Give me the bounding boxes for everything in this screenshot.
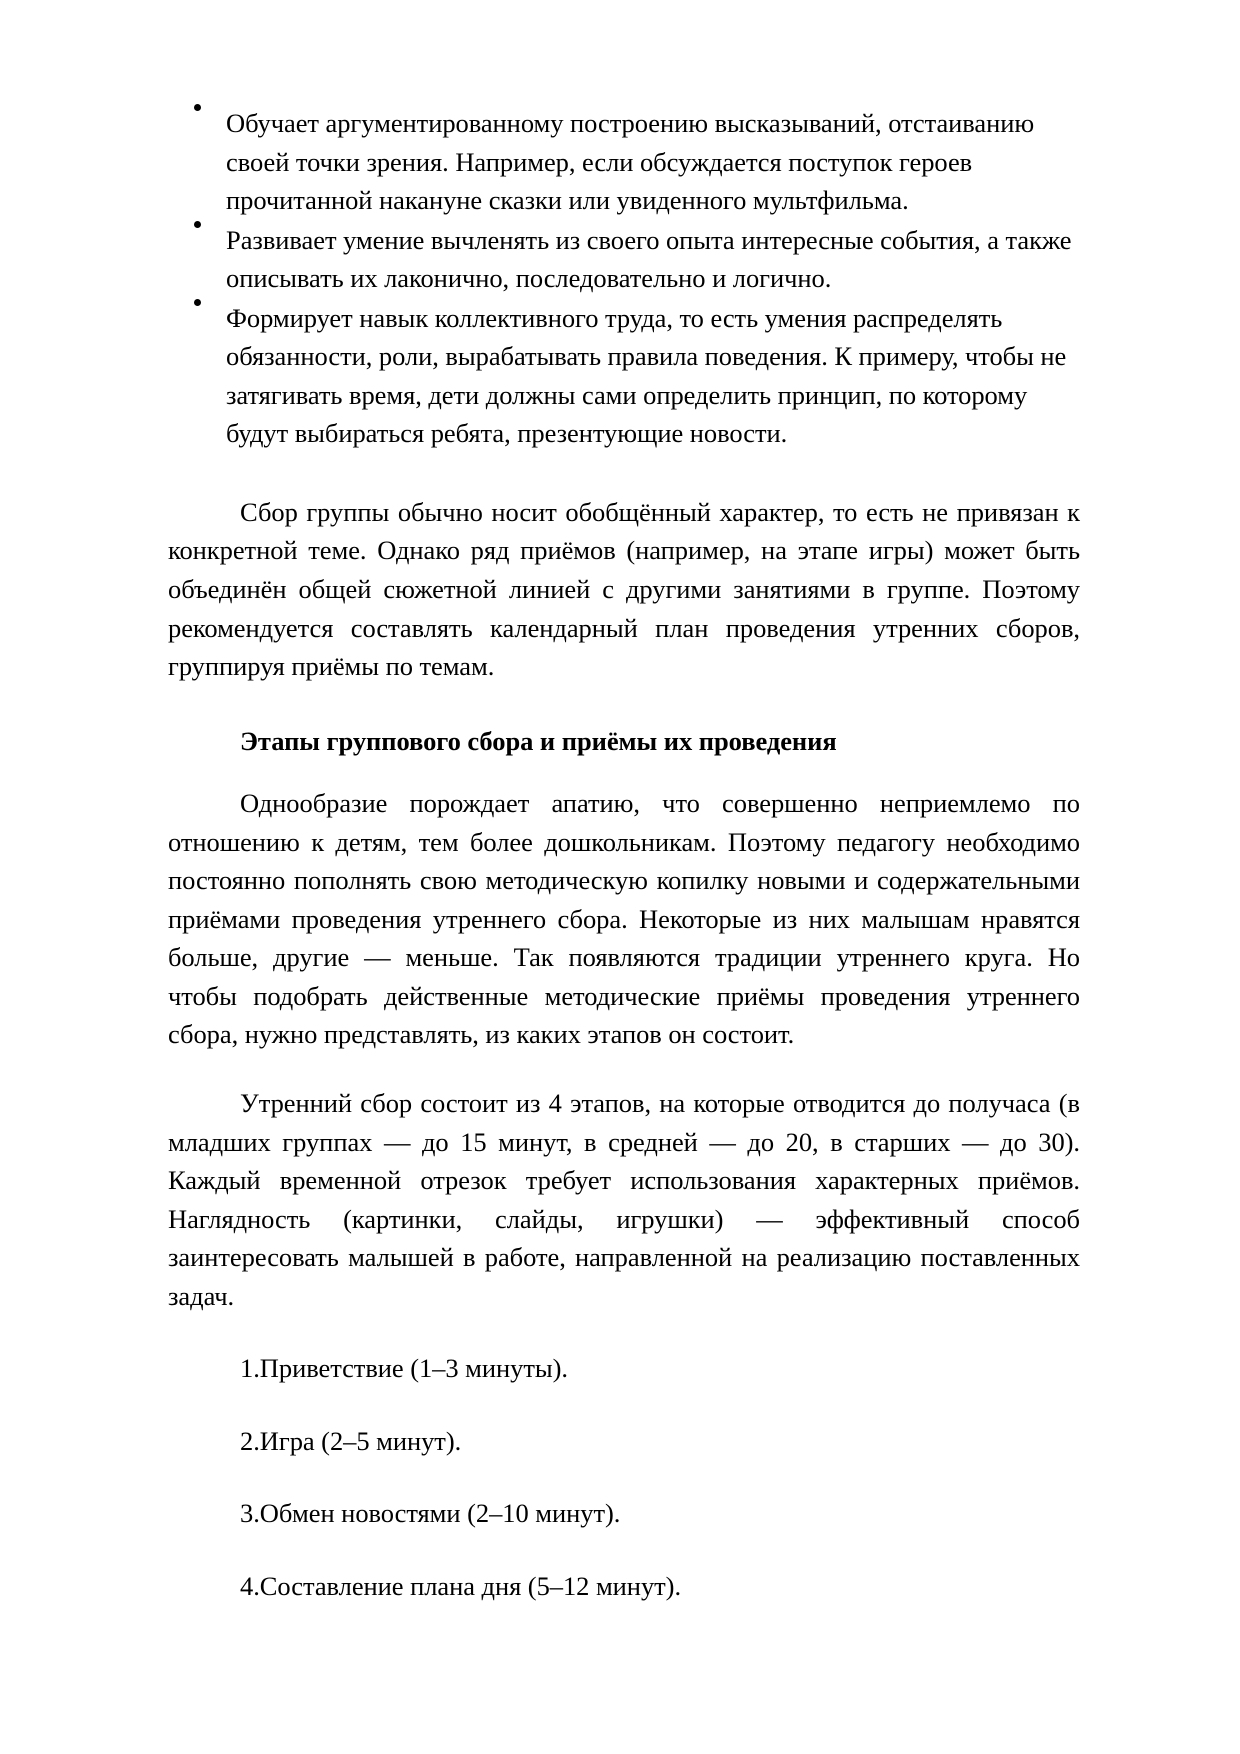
- bullet-text: Развивает умение вычленять из своего опыта интересные события, а также описывать их лаконично, последовательно и логично.: [226, 224, 1072, 294]
- list-item: [168, 1422, 1080, 1461]
- list-item: [168, 1349, 1080, 1388]
- list-item-number: 3.: [240, 1498, 260, 1529]
- paragraph-monotony: Однообразие порождает апатию, что совершенно неприемлемо по отношению к детям, тем более дошкольникам. Поэтому педагогу необходимо постоянно пополнять свою методическую копилку новыми и содержательными приёмами проведения утреннего сбора. Некоторые из них малышам нравятся больше, другие — меньше. Так появляются традиции утреннего круга. Но чтобы подобрать действенные методические приёмы проведения утреннего сбора, нужно представлять, из каких этапов он состоит.: [168, 788, 1080, 1050]
- list-item-label: Игра (2–5 минут).: [259, 1425, 462, 1456]
- list-item-number: 1.: [240, 1353, 260, 1384]
- list-item-number: 4.: [240, 1570, 260, 1601]
- bullet-text: Обучает аргументированному построению высказываний, отстаиванию своей точки зрения. Например, если обсуждается поступок героев прочитанной накануне сказки или увиденного мультфильма.: [226, 108, 1035, 216]
- section-heading: Этапы группового сбора и приёмы их проведения: [240, 725, 837, 756]
- bullet-dot-icon: [194, 221, 201, 228]
- benefits-bullet-list: [168, 104, 1080, 453]
- list-item: [168, 221, 1080, 298]
- document-content: [168, 104, 1080, 1606]
- bullet-dot-icon: [194, 299, 201, 306]
- list-item-label: Составление плана дня (5–12 минут).: [259, 1570, 682, 1601]
- paragraph-four-stages: Утренний сбор состоит из 4 этапов, на которые отводится до получаса (в младших группах — до 15 минут, в средней — до 20, в старших — до 30). Каждый временной отрезок требует использования характерных приёмов. Наглядность (картинки, слайды, игрушки) — эффективный способ заинтересовать малышей в работе, направленной на реализацию поставленных задач.: [168, 1088, 1080, 1311]
- list-item-label: Приветствие (1–3 минуты).: [259, 1353, 568, 1384]
- list-item: [168, 104, 1080, 220]
- list-item: [168, 1494, 1080, 1533]
- bullet-dot-icon: [194, 104, 201, 111]
- list-item-label: Обмен новостями (2–10 минут).: [259, 1498, 621, 1529]
- list-item: [168, 1567, 1080, 1606]
- list-item: [168, 299, 1080, 453]
- list-item-number: 2.: [240, 1425, 260, 1456]
- stages-numbered-list: [168, 1349, 1080, 1605]
- bullet-text: Формирует навык коллективного труда, то есть умения распределять обязанности, роли, вырабатывать правила поведения. К примеру, чтобы не затягивать время, дети должны сами определить принцип, по которому будут выбираться ребята, презентующие новости.: [226, 302, 1067, 449]
- paragraph-group-gathering: Сбор группы обычно носит обобщённый характер, то есть не привязан к конкретной теме. Однако ряд приёмов (например, на этапе игры) может быть объединён общей сюжетной линией с другими занятиями в группе. Поэтому рекомендуется составлять календарный план проведения утренних сборов, группируя приёмы по темам.: [168, 496, 1080, 682]
